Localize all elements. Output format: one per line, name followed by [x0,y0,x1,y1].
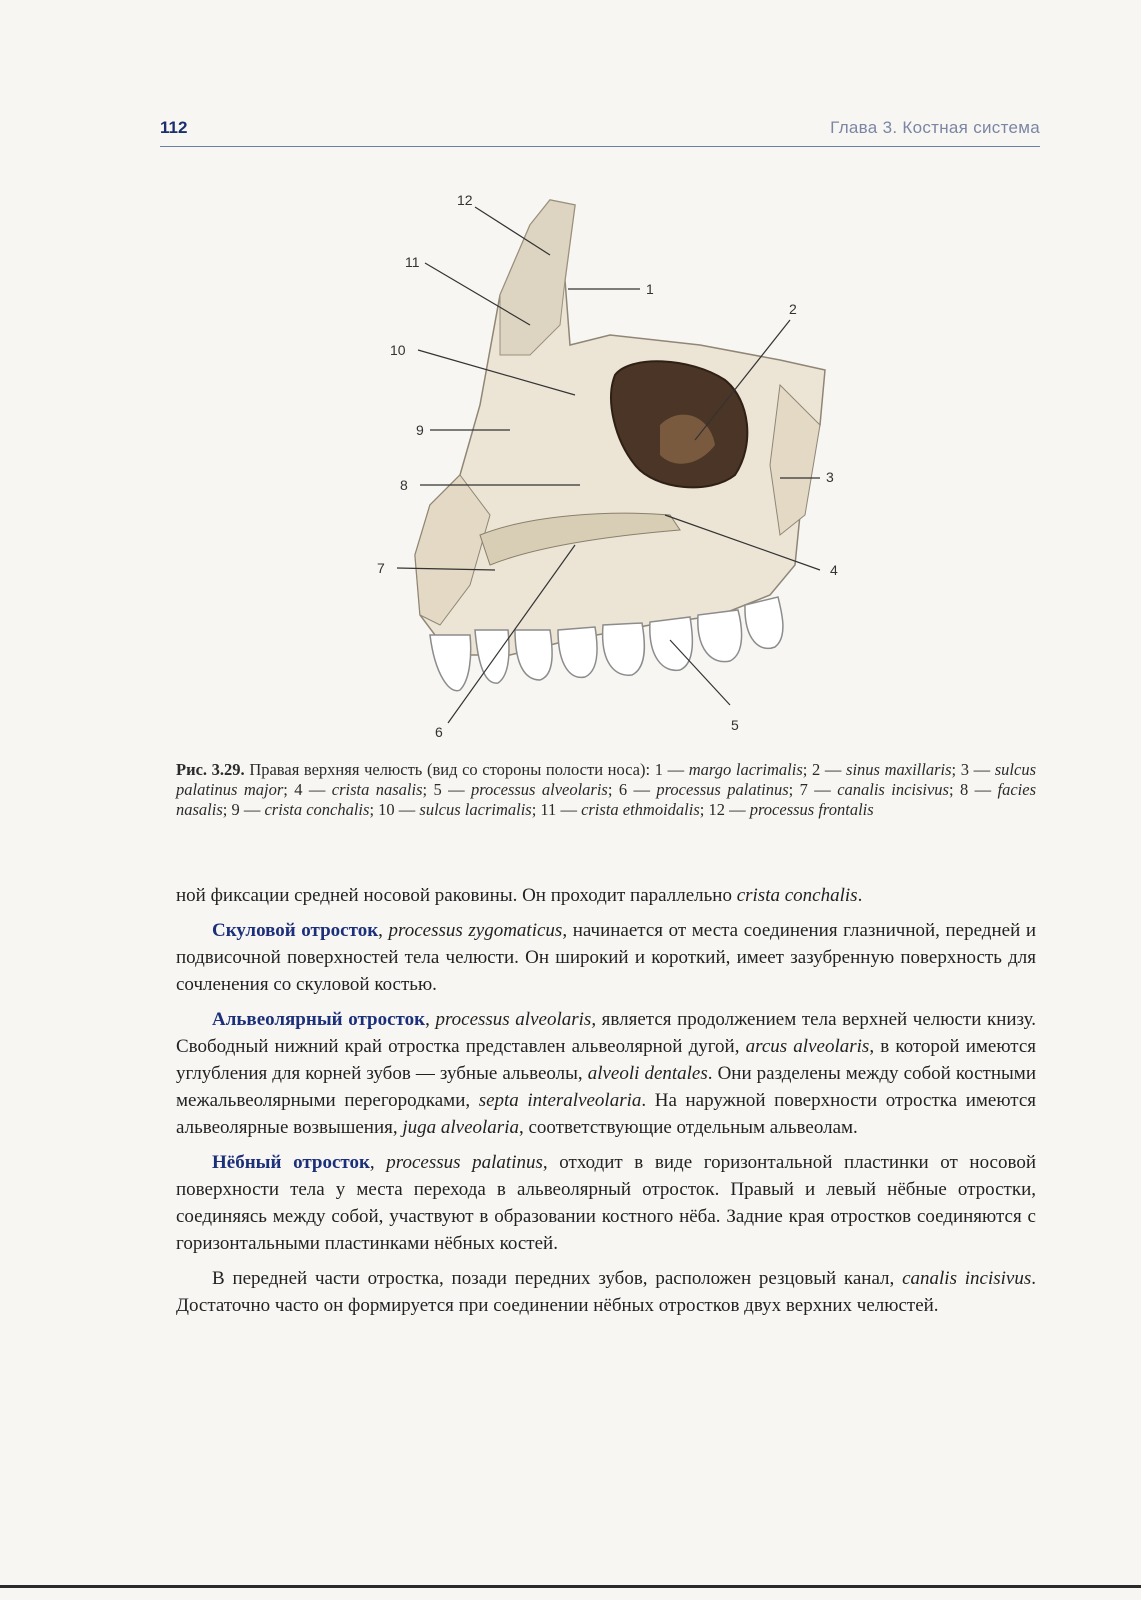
caption-item: 4 — crista nasalis; [294,780,428,799]
caption-item: 11 — crista ethmoidalis; [540,800,705,819]
term-heading: Скуловой отросток [212,920,379,941]
caption-item: 2 — sinus maxillaris; [812,760,957,779]
term-heading: Альвеолярный отросток [212,1009,426,1030]
term-heading: Нёбный отросток [212,1152,370,1173]
body-text [176,882,1036,1327]
figure-label-11: 11 [405,254,420,270]
paragraph-palatine: Нёбный отросток, processus palatinus, отходит в виде горизонтальной пластинки от носовой поверхности тела у места перехода в альвеолярный отросток. Правый и левый нёбные отростки, соединяясь между собой, участвуют в образовании костного нёба. Задние края отростков соединяются с горизонтальными пластинками нёбных костей. [176,1152,1036,1254]
figure-label-7: 7 [377,560,385,576]
caption-item: 1 — margo lacrimalis; [654,760,808,779]
figure-label-5: 5 [731,717,739,733]
paragraph-incisive: В передней части отростка, позади передних зубов, расположен резцовый канал, canalis incisivus. Достаточно часто он формируется при соединении нёбных отростков двух верхних челюстей. [176,1268,1036,1316]
figure-label-10: 10 [390,342,406,358]
caption-figure-label: Рис. 3.29. [176,760,245,779]
figure-label-2: 2 [789,301,797,317]
paragraph-continuation: ной фиксации средней носовой раковины. Он проходит параллельно crista conchalis. [176,885,863,906]
figure-label-12: 12 [457,192,473,208]
page-number: 112 [160,118,188,137]
chapter-title: Глава 3. Костная система [830,118,1040,137]
figure-label-4: 4 [830,562,838,578]
caption-item: 3 — sulcus palatinus major; [176,760,1037,799]
figure-label-1: 1 [646,281,654,297]
caption-title: Правая верхняя челюсть (вид со стороны полости носа): [249,760,651,779]
caption-item: 6 — processus palatinus; [618,780,794,799]
caption-item: 9 — crista conchalis; [231,800,375,819]
paragraph-zygomatic: Скуловой отросток, processus zygomaticus, начинается от места соединения глазничной, передней и подвисочной поверхностей тела челюсти. Он широкий и короткий, имеет зазубренную поверхность для сочленения со скуловой костью. [176,920,1037,995]
caption-item: 12 — processus frontalis [708,800,874,819]
page-header [160,116,1040,147]
figure-label-3: 3 [826,469,834,485]
maxilla-illustration [360,185,860,745]
caption-item: 7 — canalis incisivus; [799,780,954,799]
bottom-rule [0,1585,1141,1588]
figure-caption [176,760,1036,820]
figure-label-6: 6 [435,724,443,740]
paragraph-alveolar: Альвеолярный отросток, processus alveolaris, является продолжением тела верхней челюсти книзу. Свободный нижний край отростка представлен альвеолярной дугой, arcus alveolaris, в которой имеются углубления для корней зубов — зубные альвеолы, alveoli dentales. Они разделены между собой костными межальвеолярными перегородками, septa interalveolaria. На наружной поверхности отростка имеются альвеолярные возвышения, juga alveolaria, соответствующие отдельным альвеолам. [176,1009,1037,1138]
caption-item: 5 — processus alveolaris; [433,780,613,799]
caption-item: 8 — facies nasalis; [176,780,1036,819]
maxilla-drawing [360,185,860,745]
caption-item: 10 — sulcus lacrimalis; [378,800,537,819]
figure-label-8: 8 [400,477,408,493]
figure-label-9: 9 [416,422,424,438]
